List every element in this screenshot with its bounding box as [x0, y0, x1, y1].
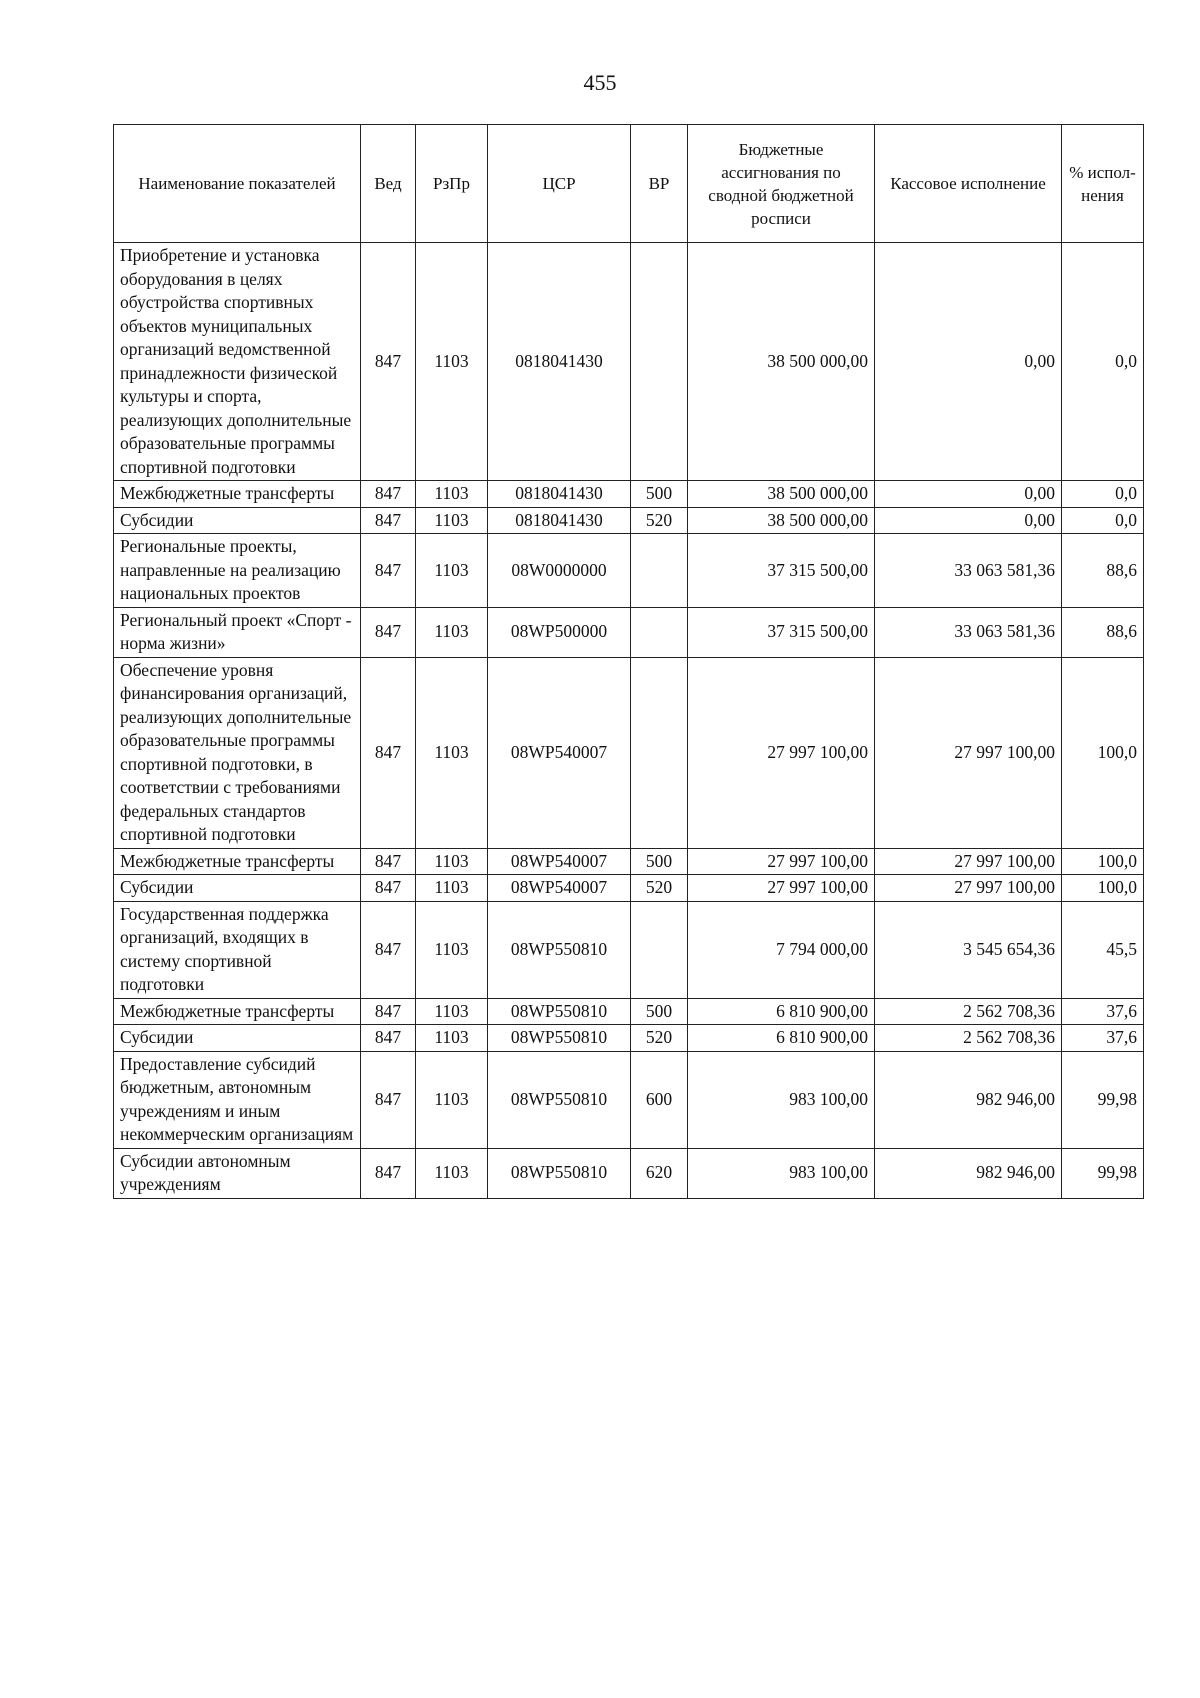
cell-rzpr: 1103	[416, 1051, 488, 1148]
cell-rzpr: 1103	[416, 901, 488, 998]
cell-ved: 847	[361, 1051, 416, 1148]
table-row	[114, 1148, 1144, 1198]
cell-pct: 37,6	[1062, 998, 1144, 1025]
cell-ved: 847	[361, 1025, 416, 1052]
cell-rzpr: 1103	[416, 507, 488, 534]
cell-ved: 847	[361, 607, 416, 657]
cell-csr: 08WP540007	[488, 657, 631, 848]
col-header-rzpr: РзПр	[416, 125, 488, 243]
cell-ved: 847	[361, 1148, 416, 1198]
cell-pct: 45,5	[1062, 901, 1144, 998]
cell-rzpr: 1103	[416, 1025, 488, 1052]
col-header-assign: Бюджетные ассигнования по сводной бюджетной росписи	[688, 125, 875, 243]
cell-cash: 982 946,00	[875, 1051, 1062, 1148]
cell-rzpr: 1103	[416, 607, 488, 657]
cell-name: Приобретение и установка оборудования в целях обустройства спортивных объектов муниципальных организаций ведомственной принадлежности физической культуры и спорта, реализующих дополнительные образовательные программы спортивной подготовки	[114, 243, 361, 481]
table-row	[114, 998, 1144, 1025]
cell-pct: 99,98	[1062, 1051, 1144, 1148]
cell-name: Региональные проекты, направленные на реализацию национальных проектов	[114, 534, 361, 608]
cell-pct: 100,0	[1062, 848, 1144, 875]
cell-vr: 500	[631, 481, 688, 508]
cell-name: Субсидии автономным учреждениям	[114, 1148, 361, 1198]
col-header-cash: Кассовое исполнение	[875, 125, 1062, 243]
cell-vr: 500	[631, 848, 688, 875]
cell-csr: 08WP550810	[488, 998, 631, 1025]
cell-rzpr: 1103	[416, 243, 488, 481]
cell-csr: 08WP550810	[488, 1148, 631, 1198]
cell-pct: 88,6	[1062, 607, 1144, 657]
cell-assign: 6 810 900,00	[688, 1025, 875, 1052]
table-header-row	[114, 125, 1144, 243]
table-row	[114, 507, 1144, 534]
cell-ved: 847	[361, 507, 416, 534]
cell-pct: 0,0	[1062, 481, 1144, 508]
cell-rzpr: 1103	[416, 657, 488, 848]
cell-ved: 847	[361, 534, 416, 608]
cell-csr: 0818041430	[488, 507, 631, 534]
cell-vr: 600	[631, 1051, 688, 1148]
cell-ved: 847	[361, 657, 416, 848]
page-number: 455	[583, 70, 617, 95]
cell-assign: 37 315 500,00	[688, 607, 875, 657]
col-header-ved: Вед	[361, 125, 416, 243]
cell-csr: 0818041430	[488, 243, 631, 481]
table-row	[114, 901, 1144, 998]
cell-name: Предоставление субсидий бюджетным, автономным учреждениям и иным некоммерческим организациям	[114, 1051, 361, 1148]
cell-rzpr: 1103	[416, 998, 488, 1025]
cell-vr	[631, 657, 688, 848]
cell-pct: 99,98	[1062, 1148, 1144, 1198]
cell-name: Государственная поддержка организаций, входящих в систему спортивной подготовки	[114, 901, 361, 998]
cell-csr: 08WP550810	[488, 1051, 631, 1148]
cell-cash: 2 562 708,36	[875, 1025, 1062, 1052]
cell-vr: 520	[631, 875, 688, 902]
cell-csr: 08WP500000	[488, 607, 631, 657]
cell-ved: 847	[361, 243, 416, 481]
table-row	[114, 607, 1144, 657]
cell-cash: 0,00	[875, 507, 1062, 534]
table-row	[114, 1025, 1144, 1052]
cell-pct: 37,6	[1062, 1025, 1144, 1052]
cell-pct: 100,0	[1062, 875, 1144, 902]
cell-cash: 3 545 654,36	[875, 901, 1062, 998]
cell-assign: 983 100,00	[688, 1148, 875, 1198]
table-row	[114, 848, 1144, 875]
cell-assign: 27 997 100,00	[688, 875, 875, 902]
cell-rzpr: 1103	[416, 848, 488, 875]
cell-csr: 08W0000000	[488, 534, 631, 608]
cell-ved: 847	[361, 901, 416, 998]
cell-assign: 38 500 000,00	[688, 243, 875, 481]
cell-assign: 37 315 500,00	[688, 534, 875, 608]
cell-vr	[631, 901, 688, 998]
table-row	[114, 534, 1144, 608]
col-header-pct: % испол-нения	[1062, 125, 1144, 243]
cell-ved: 847	[361, 998, 416, 1025]
cell-name: Субсидии	[114, 507, 361, 534]
cell-pct: 0,0	[1062, 507, 1144, 534]
cell-pct: 100,0	[1062, 657, 1144, 848]
cell-assign: 27 997 100,00	[688, 848, 875, 875]
cell-cash: 27 997 100,00	[875, 657, 1062, 848]
table-row	[114, 243, 1144, 481]
cell-name: Обеспечение уровня финансирования организаций, реализующих дополнительные образовательные программы спортивной подготовки, в соответствии с требованиями федеральных стандартов спортивной подготовки	[114, 657, 361, 848]
cell-assign: 7 794 000,00	[688, 901, 875, 998]
cell-vr	[631, 607, 688, 657]
cell-csr: 08WP540007	[488, 848, 631, 875]
cell-name: Межбюджетные трансферты	[114, 848, 361, 875]
cell-vr	[631, 534, 688, 608]
cell-ved: 847	[361, 848, 416, 875]
cell-assign: 983 100,00	[688, 1051, 875, 1148]
cell-csr: 0818041430	[488, 481, 631, 508]
cell-csr: 08WP540007	[488, 875, 631, 902]
col-header-csr: ЦСР	[488, 125, 631, 243]
cell-cash: 27 997 100,00	[875, 875, 1062, 902]
cell-ved: 847	[361, 875, 416, 902]
cell-vr: 500	[631, 998, 688, 1025]
cell-name: Региональный проект «Спорт - норма жизни»	[114, 607, 361, 657]
table-body	[114, 243, 1144, 1199]
table-row	[114, 1051, 1144, 1148]
cell-vr: 620	[631, 1148, 688, 1198]
cell-cash: 0,00	[875, 243, 1062, 481]
cell-csr: 08WP550810	[488, 901, 631, 998]
col-header-vr: ВР	[631, 125, 688, 243]
cell-ved: 847	[361, 481, 416, 508]
cell-assign: 38 500 000,00	[688, 481, 875, 508]
table-row	[114, 875, 1144, 902]
cell-name: Субсидии	[114, 1025, 361, 1052]
cell-pct: 88,6	[1062, 534, 1144, 608]
cell-name: Межбюджетные трансферты	[114, 481, 361, 508]
cell-rzpr: 1103	[416, 534, 488, 608]
cell-assign: 38 500 000,00	[688, 507, 875, 534]
cell-cash: 33 063 581,36	[875, 607, 1062, 657]
cell-rzpr: 1103	[416, 1148, 488, 1198]
cell-name: Межбюджетные трансферты	[114, 998, 361, 1025]
table-row	[114, 657, 1144, 848]
cell-vr: 520	[631, 1025, 688, 1052]
table-row	[114, 481, 1144, 508]
cell-pct: 0,0	[1062, 243, 1144, 481]
budget-table	[113, 124, 1144, 1199]
cell-rzpr: 1103	[416, 875, 488, 902]
cell-name: Субсидии	[114, 875, 361, 902]
cell-rzpr: 1103	[416, 481, 488, 508]
cell-vr	[631, 243, 688, 481]
cell-cash: 0,00	[875, 481, 1062, 508]
cell-vr: 520	[631, 507, 688, 534]
cell-cash: 982 946,00	[875, 1148, 1062, 1198]
cell-assign: 27 997 100,00	[688, 657, 875, 848]
col-header-name: Наименование показателей	[114, 125, 361, 243]
cell-assign: 6 810 900,00	[688, 998, 875, 1025]
cell-cash: 33 063 581,36	[875, 534, 1062, 608]
cell-cash: 27 997 100,00	[875, 848, 1062, 875]
cell-csr: 08WP550810	[488, 1025, 631, 1052]
cell-cash: 2 562 708,36	[875, 998, 1062, 1025]
